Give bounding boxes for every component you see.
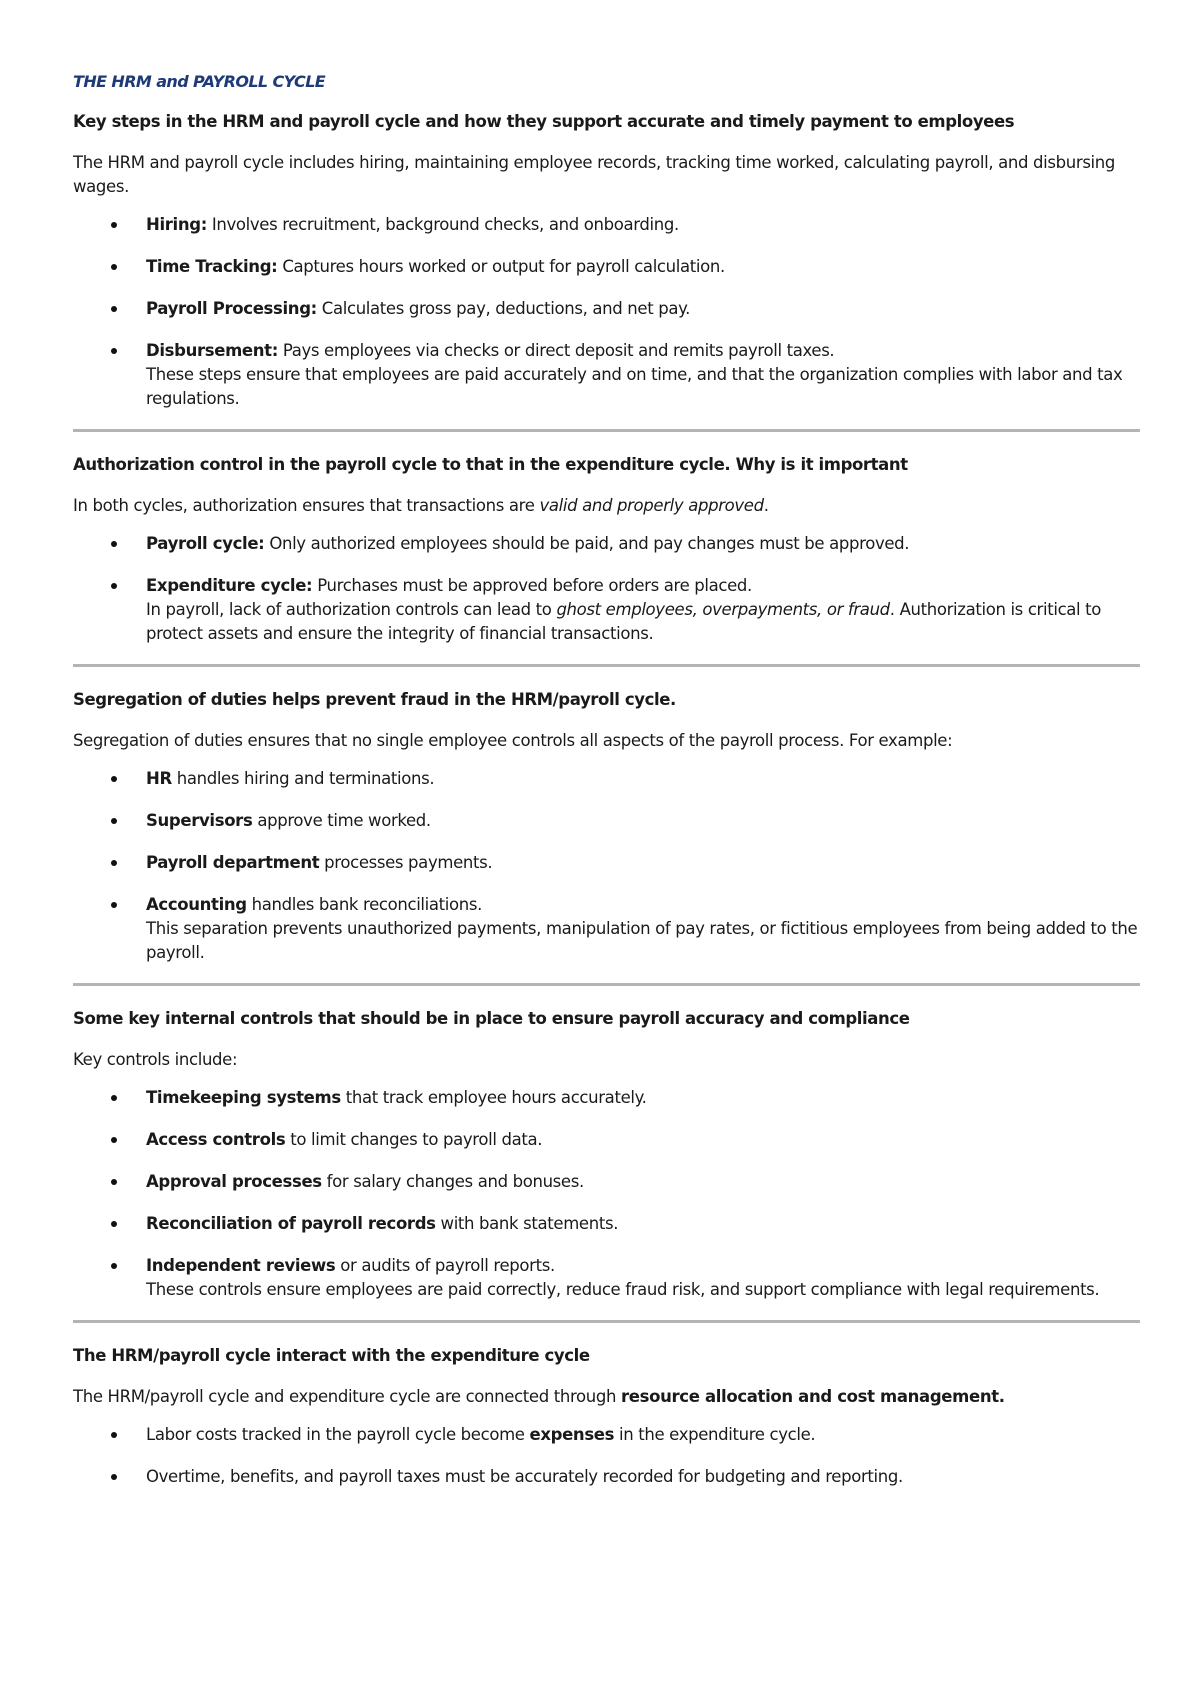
bullet-list [73, 1423, 1140, 1489]
list-item-term: Accounting [146, 895, 247, 914]
list-item-text: that track employee hours accurately. [340, 1088, 647, 1107]
list-item-text: Pays employees via checks or direct deposit and remits payroll taxes. [277, 341, 835, 360]
list-item [73, 574, 1140, 646]
section-heading: The HRM/payroll cycle interact with the expenditure cycle [73, 1346, 590, 1365]
list-item [73, 809, 1140, 833]
section-interaction [73, 1345, 1140, 1489]
list-item-term: Disbursement: [146, 341, 278, 360]
list-item [73, 1254, 1140, 1302]
bullet-icon [111, 1137, 117, 1143]
bullet-icon [111, 1474, 117, 1480]
bullet-icon [111, 818, 117, 824]
list-item [73, 532, 1140, 556]
list-item [73, 255, 1140, 279]
section-divider [73, 664, 1140, 667]
bullet-list [73, 1086, 1140, 1302]
bullet-icon [111, 541, 117, 547]
list-item-text: Calculates gross pay, deductions, and net pay. [316, 299, 691, 318]
list-item-text: for salary changes and bonuses. [321, 1172, 584, 1191]
list-item-term: Hiring: [146, 215, 207, 234]
section-intro: Key controls include: [73, 1050, 238, 1069]
section-heading: Segregation of duties helps prevent fraud in the HRM/payroll cycle. [73, 690, 676, 709]
bullet-icon [111, 776, 117, 782]
list-item [73, 767, 1140, 791]
section-divider [73, 1320, 1140, 1323]
list-item-text: or audits of payroll reports. [335, 1256, 555, 1275]
list-item-text: Only authorized employees should be paid, and pay changes must be approved. [264, 534, 910, 553]
bullet-icon [111, 1095, 117, 1101]
list-item-term: Approval processes [146, 1172, 322, 1191]
bullet-icon [111, 1432, 117, 1438]
list-item-term: Expenditure cycle: [146, 576, 313, 595]
list-item-text: Overtime, benefits, and payroll taxes must be accurately recorded for budgeting and reporting. [146, 1467, 903, 1486]
list-item-text: approve time worked. [252, 811, 431, 830]
list-item [73, 1128, 1140, 1152]
bullet-icon [111, 1263, 117, 1269]
list-item-text: handles bank reconciliations. [246, 895, 483, 914]
list-item-note: These steps ensure that employees are paid accurately and on time, and that the organization complies with labor and tax regulations. [146, 365, 1123, 408]
list-item: Labor costs tracked in the payroll cycle become expenses in the expenditure cycle. [73, 1423, 1140, 1447]
bullet-icon [111, 306, 117, 312]
list-item-term: Access controls [146, 1130, 286, 1149]
list-item-text: Captures hours worked or output for payroll calculation. [277, 257, 725, 276]
bullet-icon [111, 264, 117, 270]
list-item-text: Purchases must be approved before orders are placed. [312, 576, 752, 595]
bullet-icon [111, 348, 117, 354]
section-divider [73, 429, 1140, 432]
list-item-text: handles hiring and terminations. [171, 769, 435, 788]
list-item-term: Supervisors [146, 811, 253, 830]
list-item [73, 1465, 1140, 1489]
bullet-list [73, 767, 1140, 965]
list-item-term: Independent reviews [146, 1256, 336, 1275]
list-item-note: This separation prevents unauthorized payments, manipulation of pay rates, or fictitious employees from being added to the payroll. [146, 919, 1138, 962]
list-item [73, 1086, 1140, 1110]
section-intro: In both cycles, authorization ensures that transactions are valid and properly approved. [73, 496, 769, 515]
bullet-list [73, 213, 1140, 411]
bullet-icon [111, 222, 117, 228]
section-divider [73, 983, 1140, 986]
list-item-text: to limit changes to payroll data. [285, 1130, 543, 1149]
section-intro: Segregation of duties ensures that no single employee controls all aspects of the payroll process. For example: [73, 731, 953, 750]
list-item-term: Timekeeping systems [146, 1088, 341, 1107]
list-item [73, 297, 1140, 321]
list-item-term: Payroll cycle: [146, 534, 265, 553]
list-item-text: Involves recruitment, background checks, and onboarding. [206, 215, 679, 234]
document-title: THE HRM and PAYROLL CYCLE [73, 72, 326, 91]
bullet-icon [111, 1179, 117, 1185]
list-item [73, 893, 1140, 965]
list-item [73, 213, 1140, 237]
list-item-text: with bank statements. [435, 1214, 619, 1233]
bullet-icon [111, 1221, 117, 1227]
section-heading: Key steps in the HRM and payroll cycle and how they support accurate and timely payment to employees [73, 112, 1015, 131]
section-segregation [73, 689, 1140, 965]
bullet-icon [111, 583, 117, 589]
list-item [73, 1212, 1140, 1236]
list-item-term: Payroll Processing: [146, 299, 317, 318]
bullet-icon [111, 902, 117, 908]
list-item [73, 851, 1140, 875]
bullet-icon [111, 860, 117, 866]
list-item-term: Payroll department [146, 853, 320, 872]
list-item-term: Reconciliation of payroll records [146, 1214, 436, 1233]
section-heading: Authorization control in the payroll cycle to that in the expenditure cycle. Why is it important [73, 455, 908, 474]
list-item-text: processes payments. [319, 853, 493, 872]
section-authorization [73, 454, 1140, 646]
section-key-steps [73, 111, 1140, 411]
list-item [73, 339, 1140, 411]
bullet-list [73, 532, 1140, 646]
list-item-term: HR [146, 769, 172, 788]
section-internal-controls [73, 1008, 1140, 1302]
list-item-note: In payroll, lack of authorization controls can lead to ghost employees, overpayments, or fraud. Authorization is critical to protect assets and ensure the integrity of financial transactions. [146, 600, 1102, 643]
list-item-note: These controls ensure employees are paid correctly, reduce fraud risk, and support compliance with legal requirements. [146, 1280, 1100, 1299]
section-intro: The HRM/payroll cycle and expenditure cycle are connected through resource allocation and cost management. [73, 1387, 1005, 1406]
list-item-term: Time Tracking: [146, 257, 278, 276]
list-item [73, 1170, 1140, 1194]
section-intro: The HRM and payroll cycle includes hiring, maintaining employee records, tracking time worked, calculating payroll, and disbursing wages. [73, 153, 1116, 196]
section-heading: Some key internal controls that should be in place to ensure payroll accuracy and compliance [73, 1009, 910, 1028]
